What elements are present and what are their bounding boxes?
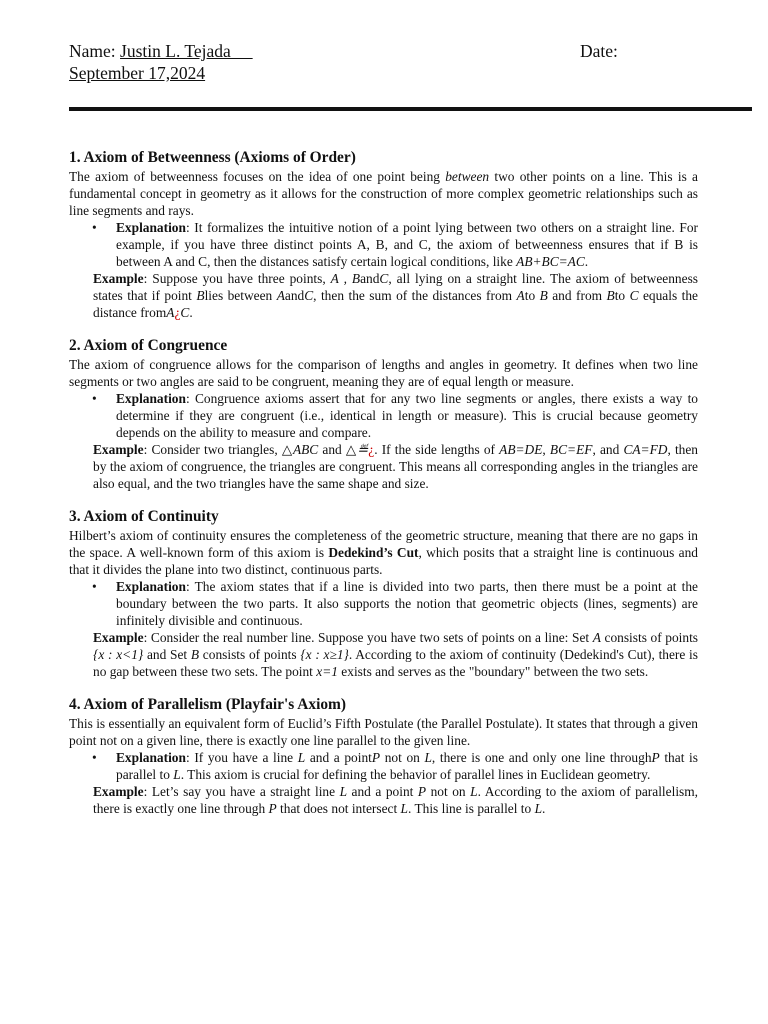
text: consists of points xyxy=(600,630,699,645)
math: L xyxy=(470,784,478,799)
math: L xyxy=(339,784,348,799)
bullet-list xyxy=(69,749,698,783)
text: : Suppose you have three points, xyxy=(143,271,331,286)
math: {x : x<1} xyxy=(93,647,144,662)
section-intro: The axiom of congruence allows for the comparison of lengths and angles in geometry. It defines when two line segments or two angles are said to be congruent, meaning they are of equal length or measure. xyxy=(69,357,698,389)
text: : Let’s say you have a straight line xyxy=(143,784,340,799)
text: , which posits that a straight line is continuous and that it divides the plane into two distinct, continuous parts. xyxy=(69,545,698,577)
text: , and xyxy=(592,442,624,457)
math: L xyxy=(534,801,543,816)
text: : Consider two triangles, xyxy=(143,442,282,457)
bullet-list xyxy=(69,219,698,270)
text: . This axiom is crucial for defining the behavior of parallel lines in Euclidean geometry. xyxy=(180,767,651,782)
bold-term: Dedekind’s Cut xyxy=(328,545,419,560)
explanation-label: Explanation xyxy=(116,220,186,235)
math: P xyxy=(417,784,427,799)
text: and xyxy=(360,271,380,286)
bullet-icon: • xyxy=(92,391,97,406)
text: and a point xyxy=(347,784,418,799)
text: : Consider the real number line. Suppose you have two sets of points on a line: Set xyxy=(143,630,593,645)
emphasis: between xyxy=(445,169,490,184)
example-label: Example xyxy=(93,442,144,457)
bullet-icon: • xyxy=(92,220,97,235)
text: . According to the axiom of parallelism, there is exactly one line through xyxy=(93,784,699,816)
date-label: Date: xyxy=(580,41,618,61)
text: and Set xyxy=(143,647,191,662)
name-label: Name: xyxy=(69,41,121,61)
text: consists of points xyxy=(199,647,301,662)
explanation-label: Explanation xyxy=(116,391,186,406)
math: △ABC xyxy=(281,442,319,457)
text: and xyxy=(318,442,346,457)
text: : Congruence axioms assert that for any two line segments or angles, there exists a way to determine if they are congruent (i.e., identical in length or measure). This is crucial because geometry depends on the ability to measure and compare. xyxy=(116,391,698,440)
text: and xyxy=(284,288,305,303)
math: AB+BC=AC xyxy=(516,254,585,269)
text: , then by the axiom of congruence, the triangles are congruent. This means all corresponding angles in the triangles are also equal, and the two triangles have the same shape and size. xyxy=(93,442,698,491)
math: B xyxy=(606,288,615,303)
section-title: 3. Axiom of Continuity xyxy=(69,508,219,525)
section-intro xyxy=(69,168,698,219)
math: L xyxy=(297,750,306,765)
list-item xyxy=(92,390,698,441)
math: A , B xyxy=(330,271,361,286)
text: , all lying on a straight line. The axiom of betweenness states that if point xyxy=(93,271,698,303)
text: not on xyxy=(380,750,425,765)
math: A xyxy=(516,288,525,303)
example-paragraph xyxy=(69,270,698,321)
list-item xyxy=(92,219,698,270)
section-parallelism xyxy=(69,695,698,817)
math: P xyxy=(268,801,277,816)
text: to xyxy=(614,288,630,303)
explanation-label: Explanation xyxy=(116,750,186,765)
section-intro xyxy=(69,527,698,578)
text: : The axiom states that if a line is divided into two parts, then there must be a point at the boundary between the two parts. It also supports the notion that geometric objects (lines, segments) are infinitely divisible and continuous. xyxy=(116,579,698,628)
section-title: 1. Axiom of Betweenness (Axioms of Order) xyxy=(69,149,356,166)
text: and from xyxy=(547,288,607,303)
math: L xyxy=(400,801,408,816)
section-congruence xyxy=(69,336,698,492)
text: , xyxy=(542,442,550,457)
text: Hilbert’s axiom of continuity ensures the completeness of the geometric structure, meaning that there are no gaps in the space. A well-known form of this axiom is xyxy=(69,528,698,560)
section-continuity xyxy=(69,507,698,680)
math: B xyxy=(196,288,205,303)
text: not on xyxy=(426,784,471,799)
math: L xyxy=(424,750,432,765)
error-glyph: ¿ xyxy=(368,442,375,457)
error-glyph: ¿ xyxy=(174,305,181,320)
text: exists and serves as the "boundary" between the two sets. xyxy=(337,664,649,679)
section-title: 4. Axiom of Parallelism (Playfair's Axiom) xyxy=(69,696,346,713)
math: A xyxy=(276,288,285,303)
math: C xyxy=(304,288,314,303)
example-paragraph xyxy=(69,783,698,817)
text: . xyxy=(584,254,589,269)
bullet-list xyxy=(69,390,698,441)
bullet-icon: • xyxy=(92,750,97,765)
list-item xyxy=(92,578,698,629)
header-rule xyxy=(69,107,752,111)
math: C xyxy=(180,305,190,320)
text: . If the side lengths of xyxy=(374,442,500,457)
document-body xyxy=(69,148,698,832)
math: BC=EF xyxy=(549,442,593,457)
text: lies between xyxy=(204,288,277,303)
text: . According to the axiom of continuity (Dedekind's Cut), there is no gap between these two sets. The point xyxy=(93,647,698,679)
text: : It formalizes the intuitive notion of a point lying between two others on a straight line. For example, if you have three distinct points A, B, and C, the axiom of betweenness ensures that if B is between A and C, then the distances satisfy certain logical conditions, like xyxy=(116,220,698,269)
text: : If you have a line xyxy=(185,750,298,765)
bullet-icon: • xyxy=(92,579,97,594)
example-paragraph xyxy=(69,441,698,492)
text: and a point xyxy=(305,750,372,765)
date-value: September 17,2024 xyxy=(69,63,206,83)
math: P xyxy=(371,750,381,765)
text: two other points on a line. This is a fundamental concept in geometry as it allows for the construction of more complex geometric relationships such as line segments and rays. xyxy=(69,169,698,218)
text: that does not intersect xyxy=(276,801,401,816)
math: AB=DE xyxy=(499,442,543,457)
math: {x : x≥1} xyxy=(300,647,349,662)
math: A xyxy=(592,630,601,645)
math: C xyxy=(629,288,639,303)
example-label: Example xyxy=(93,630,144,645)
math: P xyxy=(651,750,660,765)
math: C xyxy=(379,271,389,286)
math: △≝ xyxy=(345,442,369,457)
text: , there is one and only one line through xyxy=(431,750,652,765)
text: The axiom of betweenness focuses on the idea of one point being xyxy=(69,169,446,184)
math: A xyxy=(166,305,175,320)
name-value: Justin L. Tejada xyxy=(120,41,253,61)
math: L xyxy=(173,767,181,782)
example-label: Example xyxy=(93,271,144,286)
text: . xyxy=(542,801,546,816)
text: equals the distance from xyxy=(93,288,698,320)
math: B xyxy=(539,288,548,303)
section-intro: This is essentially an equivalent form of Euclid’s Fifth Postulate (the Parallel Postulate). It states that through a given point not on a given line, there is exactly one line parallel to the given line. xyxy=(69,716,698,748)
text: , then the sum of the distances from xyxy=(313,288,517,303)
math: B xyxy=(190,647,200,662)
explanation-label: Explanation xyxy=(116,579,186,594)
section-betweenness xyxy=(69,148,698,321)
math: CA=FD xyxy=(623,442,668,457)
text: to xyxy=(524,288,540,303)
text: that is parallel to xyxy=(116,750,698,782)
text: . xyxy=(189,305,193,320)
text: . This line is parallel to xyxy=(408,801,535,816)
list-item xyxy=(92,749,698,783)
example-paragraph xyxy=(69,629,698,680)
math: x=1 xyxy=(316,664,338,679)
example-label: Example xyxy=(93,784,144,799)
section-title: 2. Axiom of Congruence xyxy=(69,337,228,354)
bullet-list xyxy=(69,578,698,629)
